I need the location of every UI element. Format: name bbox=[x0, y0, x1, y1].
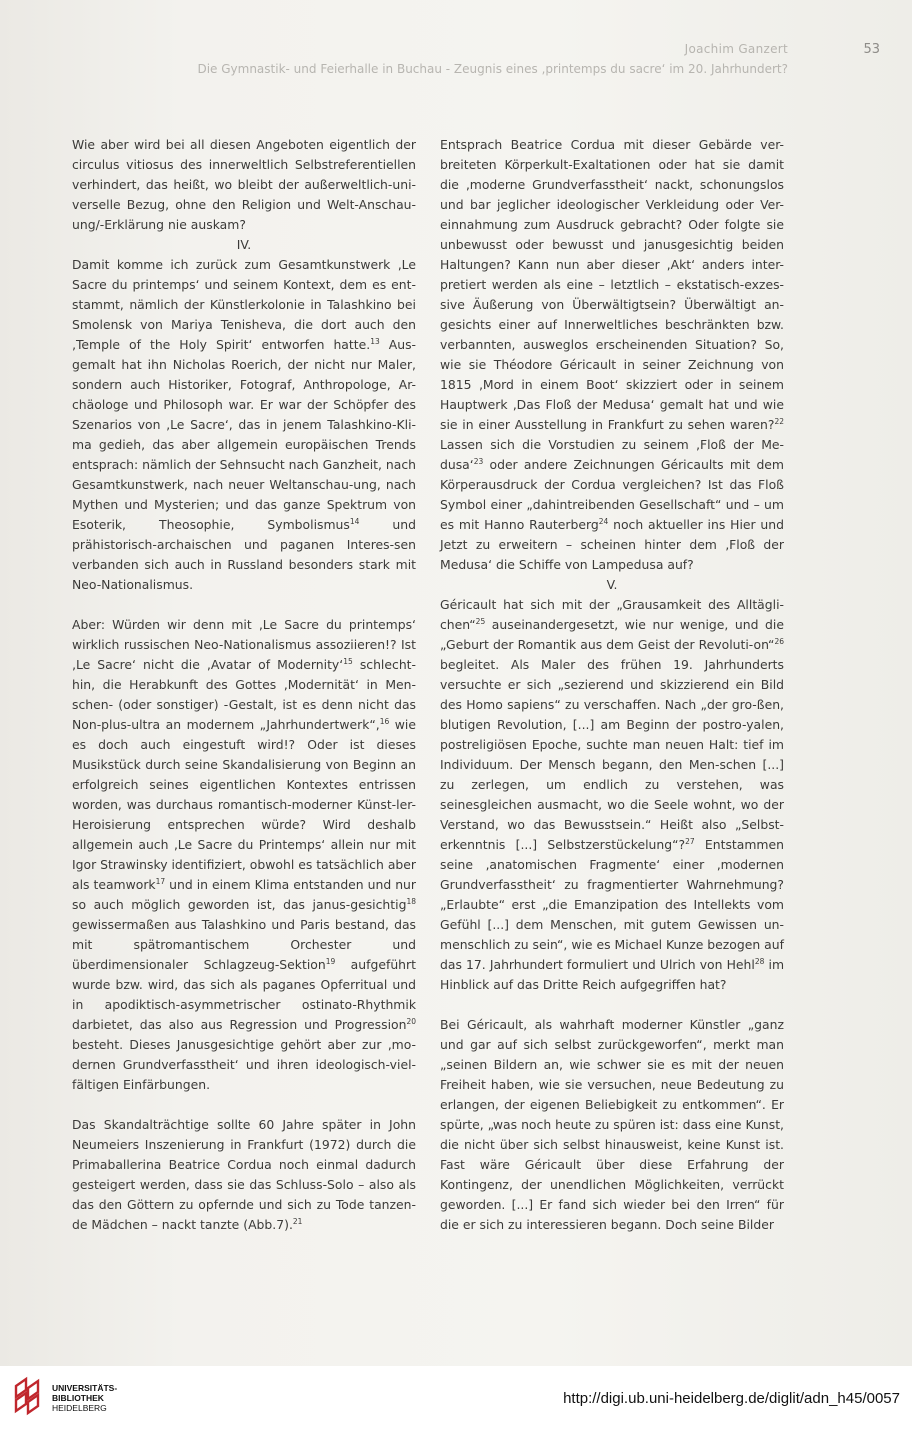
footnote-ref: 14 bbox=[349, 516, 360, 526]
footnote-ref: 26 bbox=[774, 636, 784, 646]
footnote-ref: 13 bbox=[370, 336, 380, 346]
footnote-ref: 27 bbox=[685, 836, 695, 846]
digital-collection-link[interactable]: http://digi.ub.uni-heidelberg.de/diglit/adn_h45/0057 bbox=[563, 1390, 900, 1407]
section-heading-v: V. bbox=[606, 577, 618, 592]
left-text-column bbox=[72, 135, 416, 1235]
footnote-ref: 18 bbox=[406, 896, 416, 906]
paragraph: Das Skandalträchtige sollte 60 Jahre später in John Neumeiers Inszenierung in Frankfurt (1972) durch die Primaballerina Beatrice Cordua noch einmal dadurch gesteigert werden, dass sie das Schluss-Solo – also als das den Göttern zu opfernde und sich zu Tode tanzen-de Mädchen – nackt tanzte (Abb.7).$^{21}$ bbox=[72, 1117, 416, 1232]
footnote-ref: 17 bbox=[155, 876, 166, 886]
footnote-ref: 19 bbox=[325, 956, 336, 966]
footnote-ref: 21 bbox=[292, 1216, 303, 1226]
library-name: UNIVERSITÄTS- BIBLIOTHEK HEIDELBERG bbox=[52, 1383, 118, 1413]
footnote-ref: 28 bbox=[754, 956, 765, 966]
university-library-logo-icon bbox=[12, 1376, 42, 1420]
paragraph: Entsprach Beatrice Cordua mit dieser Gebärde ver-breiteten Körperkult-Exaltationen oder hat sie damit die ‚moderne Grundverfasstheit‘ nackt, schonungslos und bar jeglicher ideologischer Verkleidung oder Ver-einnahmung zum Ausdruck gebracht? Oder folgte sie unbewusst oder bewusst und janusgesichtig beiden Haltungen? Kann nun aber dieser ‚Akt‘ anders inter-pretiert werden als eine – letztlich – ekstatisch-exzes-sive Äußerung von Überwältigtsein? Überwältigt an-gesichts einer auf Innerweltliches beschränkten bzw. verbannten, ausweglos erscheinenden Situation? So, wie sie Théodore Géricault in seiner Zeichnung von 1815 ‚Mord in einem Boot‘ skizziert oder in seinem Hauptwerk ‚Das Floß der Medusa‘ gemalt hat und wie sie in einer Ausstellung in Frankfurt zu sehen waren?$^{22}$ Lassen sich die Vorstudien zu seinem ‚Floß der Me-dusa‘$^{23}$ oder andere Zeichnungen Géricaults mit dem Körperausdruck der Cordua vergleichen? Ist das Floß Symbol einer „dahintreibenden Gesellschaft“ und – um es mit Hanno Rauterberg$^{24}$ noch aktueller ins Hier und Jetzt zu erweitern – scheinen hinter dem ‚Floß der Medusa‘ die Schiffe von Lampedusa auf? bbox=[440, 137, 784, 572]
paragraph: Damit komme ich zurück zum Gesamtkunstwerk ‚Le Sacre du printemps‘ und seinem Kontext, dem es ent-stammt, nämlich der Künstlerkolonie in Talashkino bei Smolensk von Mariya Tenisheva, die dort auch den ‚Temple of the Holy Spirit‘ entworfen hatte.$^{13}$ Aus-gemalt hat ihn Nicholas Roerich, der nicht nur Maler, sondern auch Historiker, Fotograf, Anthropologe, Ar-chäologe und Philosoph war. Er war der Schöpfer des Szenarios von ‚Le Sacre‘, das in jenem Talashkino-Kli-ma gedieh, das aber allgemein europäischen Trends entsprach: nämlich der Sehnsucht nach Ganzheit, nach Gesamtkunstwerk, nach neuer Weltanschau-ung, nach Mythen und Mysterien; und das ganze Spektrum von Esoterik, Theosophie, Symbolismus$^{14}$ und prähistorisch-archaischen und paganen Interes-sen verbanden sich auch in Russland besonders stark mit Neo-Nationalismus. bbox=[72, 257, 416, 592]
footnote-ref: 15 bbox=[343, 656, 353, 666]
library-footer bbox=[0, 1366, 912, 1432]
running-header-author: Joachim Ganzert bbox=[684, 42, 788, 56]
footnote-ref: 16 bbox=[379, 716, 390, 726]
right-text-column bbox=[440, 135, 784, 1235]
paragraph: Aber: Würden wir denn mit ‚Le Sacre du printemps‘ wirklich russischen Neo-Nationalismus assoziieren!? Ist ‚Le Sacre‘ nicht die ‚Avatar of Modernity‘$^{15}$ schlecht-hin, die Herabkunft des Gottes ‚Modernität‘ in Men-schen- (oder sonstiger) -Gestalt, ist es denn nicht das Non-plus-ultra an modernem „Jahrhundertwerk“,$^{16}$ wie es doch auch eingestuft wird!? Oder ist dieses Musikstück durch seine Skandalisierung von Beginn an erfolgreich seines eigentlichen Kontextes entrissen worden, was durchaus romantisch-moderner Künst-ler-Heroisierung entsprechen würde? Wird deshalb allgemein auch ‚Le Sacre du Printemps‘ allein nur mit Igor Strawinsky identifiziert, obwohl es tatsächlich aber als teamwork$^{17}$ und in einem Klima entstanden und nur so auch möglich geworden ist, das janus-gesichtig$^{18}$ gewissermaßen aus Talashkino und Paris bestand, das mit spätromantischem Orchester und überdimensionaler Schlagzeug-Sektion$^{19}$ aufgeführt wurde bzw. wird, das sich als paganes Opferritual und in apodiktisch-asymmetrischer ostinato-Rhythmik darbietet, das also aus Regression und Progression$^{20}$ besteht. Dieses Janusgesichtige gehört aber zur ‚mo-dernen Grundverfasstheit‘ und ihren ideologisch-viel-fältigen Einfärbungen. bbox=[72, 617, 416, 1092]
section-heading-iv: IV. bbox=[236, 237, 252, 252]
footnote-ref: 25 bbox=[475, 616, 486, 626]
paragraph: Wie aber wird bei all diesen Angeboten eigentlich der circulus vitiosus des innerweltlich Selbstreferentiellen verhindert, das heißt, wo bleibt der außerweltlich-uni-verselle Bezug, ohne den Religion und Welt-Anschau-ung/-Erklärung nie auskam? bbox=[72, 137, 416, 232]
footnote-ref: 24 bbox=[598, 516, 609, 526]
paragraph: Bei Géricault, als wahrhaft moderner Künstler „ganz und gar auf sich selbst zurückgeworfen“, merkt man „seinen Bildern an, wie schwer sie es mit der neuen Freiheit haben, wie sie versuchen, neue Bedeutung zu erlangen, der eigenen Beliebigkeit zu entkommen“. Er spürte, „was noch heute zu spüren ist: dass eine Kunst, die nicht über sich selbst hinausweist, keine Kunst ist. Fast wäre Géricault über diese Erfahrung der Kontingenz, der unendlichen Möglichkeiten, verrückt geworden. [...] Er fand sich wieder bei den Irren“ für die er sich zu interessieren begann. Doch seine Bilder bbox=[440, 1017, 784, 1232]
footnote-ref: 23 bbox=[473, 456, 484, 466]
page-number: 53 bbox=[863, 42, 880, 57]
running-header-title: Die Gymnastik- und Feierhalle in Buchau - Zeugnis eines ‚printemps du sacre‘ im 20. Jahrhundert? bbox=[197, 62, 788, 76]
footnote-ref: 22 bbox=[774, 416, 784, 426]
footnote-ref: 20 bbox=[406, 1016, 416, 1026]
paragraph: Géricault hat sich mit der „Grausamkeit des Alltägli-chen“$^{25}$ auseinandergesetzt, wie nur wenige, und die „Geburt der Romantik aus dem Geist der Revoluti-on“$^{26}$ begleitet. Als Maler des frühen 19. Jahrhunderts versuchte er sich „sezierend und skizzierend ein Bild des Homo sapiens“ zu verschaffen. Nach „der gro-ßen, blutigen Revolution, [...] am Beginn der postro-yalen, postreligiösen Epoche, suchte man neuen Halt: tief im Individuum. Der Mensch begann, den Men-schen [...] zu zerlegen, um endlich zu verstehen, was seinesgleichen ausmacht, wo die Seele wohnt, wo der Verstand, wo das Bewusstsein.“ Heißt also „Selbst-erkenntnis [...] Selbstzerstückelung“?$^{27}$ Entstammen seine ‚anatomischen Fragmente‘ einer ‚modernen Grundverfasstheit‘ zu fragmentierter Wahrnehmung? „Erlaubte“ erst „die Emanzipation des Intellekts vom Gefühl [...] dem Menschen, mit gutem Gewissen un-menschlich zu sein“, wie es Michael Kunze bezogen auf das 17. Jahrhundert formuliert und Ulrich von Hehl$^{28}$ im Hinblick auf das Dritte Reich aufgegriffen hat? bbox=[440, 597, 785, 992]
